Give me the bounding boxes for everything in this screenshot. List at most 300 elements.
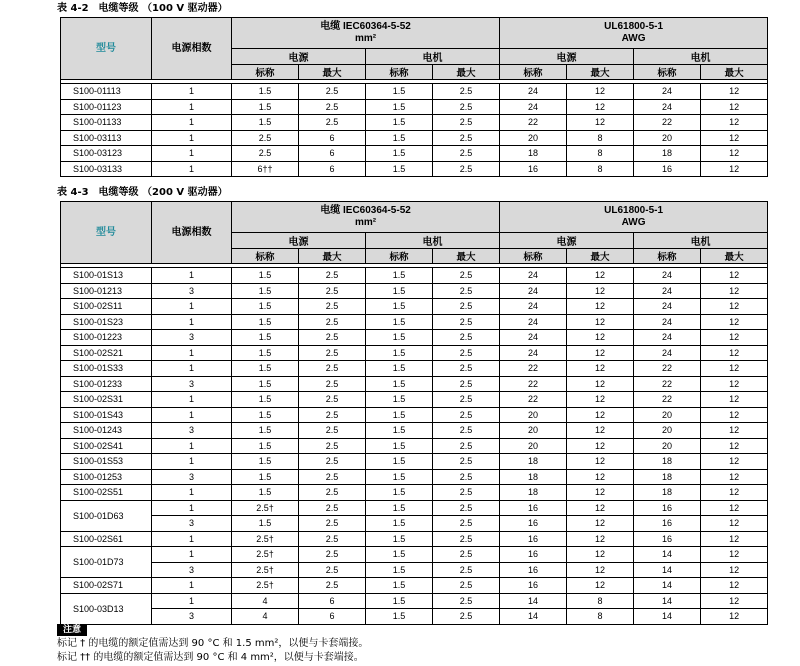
cell-ul-power-max: 12 (567, 500, 634, 516)
cell-iec-power-nominal: 2.5† (232, 578, 299, 594)
cell-ul-motor-max: 12 (701, 345, 768, 361)
cell-ul-power-max: 12 (567, 84, 634, 100)
cell-iec-motor-max: 2.5 (433, 609, 500, 625)
cell-iec-power-nominal: 1.5 (232, 454, 299, 470)
header-nominal: 标称 (366, 65, 433, 80)
cell-phases: 1 (152, 500, 232, 516)
cell-ul-motor-max: 12 (701, 283, 768, 299)
cell-iec-power-max: 2.5 (299, 99, 366, 115)
cell-iec-motor-max: 2.5 (433, 469, 500, 485)
cell-iec-power-max: 2.5 (299, 345, 366, 361)
table-row (61, 609, 768, 625)
cell-iec-power-max: 2.5 (299, 392, 366, 408)
header-ul-title: UL61800-5-1 (604, 21, 664, 32)
cell-phases: 3 (152, 562, 232, 578)
cell-ul-power-nominal: 16 (500, 547, 567, 563)
cell-iec-power-nominal: 2.5† (232, 500, 299, 516)
cell-iec-power-nominal: 2.5 (232, 130, 299, 146)
cell-iec-power-nominal: 2.5† (232, 562, 299, 578)
cell-ul-motor-max: 12 (701, 407, 768, 423)
table-row (61, 330, 768, 346)
cell-model: S100-01253 (61, 469, 152, 485)
cell-ul-power-nominal: 20 (500, 130, 567, 146)
cell-ul-motor-max: 12 (701, 500, 768, 516)
cell-ul-motor-nominal: 20 (634, 130, 701, 146)
cell-ul-power-nominal: 14 (500, 593, 567, 609)
cell-model: S100-01223 (61, 330, 152, 346)
header-nominal: 标称 (366, 249, 433, 264)
cell-ul-motor-nominal: 24 (634, 283, 701, 299)
header-ul-power: 电源 (500, 233, 634, 249)
cell-model: S100-01D63 (61, 500, 152, 531)
header-ul-power: 电源 (500, 49, 634, 65)
cell-ul-power-nominal: 24 (500, 345, 567, 361)
cell-iec-motor-max: 2.5 (433, 283, 500, 299)
cell-phases: 1 (152, 454, 232, 470)
cell-ul-motor-max: 12 (701, 469, 768, 485)
cell-model: S100-03113 (61, 130, 152, 146)
table-row (61, 361, 768, 377)
cell-iec-power-max: 6 (299, 146, 366, 162)
table-row (61, 283, 768, 299)
cell-iec-motor-nominal: 1.5 (366, 361, 433, 377)
cell-iec-power-nominal: 1.5 (232, 485, 299, 501)
cell-phases: 3 (152, 376, 232, 392)
table-row (61, 578, 768, 594)
header-iec-power: 电源 (232, 233, 366, 249)
cell-ul-power-max: 12 (567, 361, 634, 377)
cell-ul-motor-nominal: 24 (634, 299, 701, 315)
cell-iec-power-max: 2.5 (299, 438, 366, 454)
cell-ul-power-max: 12 (567, 469, 634, 485)
cell-ul-power-nominal: 20 (500, 438, 567, 454)
cell-iec-power-max: 2.5 (299, 485, 366, 501)
header-iec-unit: mm² (354, 33, 377, 44)
cell-phases: 3 (152, 283, 232, 299)
cell-ul-motor-max: 12 (701, 578, 768, 594)
cell-ul-motor-nominal: 14 (634, 562, 701, 578)
cell-ul-power-nominal: 16 (500, 516, 567, 532)
cell-ul-motor-max: 12 (701, 361, 768, 377)
cell-iec-motor-max: 2.5 (433, 454, 500, 470)
cell-iec-motor-max: 2.5 (433, 330, 500, 346)
cell-ul-motor-nominal: 24 (634, 99, 701, 115)
cell-model: S100-02S11 (61, 299, 152, 315)
cell-ul-motor-max: 12 (701, 330, 768, 346)
cell-iec-power-nominal: 1.5 (232, 314, 299, 330)
cell-ul-power-max: 12 (567, 330, 634, 346)
header-iec-title: 电缆 IEC60364-5-52 (320, 205, 411, 216)
cell-ul-motor-nominal: 22 (634, 392, 701, 408)
table-row (61, 423, 768, 439)
cell-iec-motor-max: 2.5 (433, 593, 500, 609)
cell-ul-motor-max: 12 (701, 130, 768, 146)
cell-ul-motor-nominal: 22 (634, 361, 701, 377)
cell-iec-motor-max: 2.5 (433, 407, 500, 423)
cell-iec-motor-nominal: 1.5 (366, 84, 433, 100)
cell-iec-motor-nominal: 1.5 (366, 438, 433, 454)
table-row (61, 531, 768, 547)
cell-iec-power-nominal: 6†† (232, 161, 299, 177)
cell-iec-power-max: 2.5 (299, 299, 366, 315)
cell-iec-power-max: 2.5 (299, 547, 366, 563)
table-row (61, 146, 768, 162)
cell-ul-motor-nominal: 18 (634, 485, 701, 501)
cell-iec-motor-nominal: 1.5 (366, 609, 433, 625)
cell-ul-motor-max: 12 (701, 516, 768, 532)
cell-model: S100-01S33 (61, 361, 152, 377)
cell-iec-motor-max: 2.5 (433, 423, 500, 439)
cell-iec-power-nominal: 1.5 (232, 84, 299, 100)
cell-iec-power-nominal: 1.5 (232, 115, 299, 131)
cell-ul-motor-max: 12 (701, 115, 768, 131)
cell-iec-motor-nominal: 1.5 (366, 578, 433, 594)
cell-ul-motor-nominal: 18 (634, 454, 701, 470)
cell-iec-motor-max: 2.5 (433, 345, 500, 361)
header-ul-motor: 电机 (634, 49, 768, 65)
cell-iec-motor-nominal: 1.5 (366, 130, 433, 146)
cell-iec-motor-max: 2.5 (433, 438, 500, 454)
table-row (61, 562, 768, 578)
cell-iec-motor-nominal: 1.5 (366, 454, 433, 470)
cell-ul-motor-max: 12 (701, 314, 768, 330)
cell-ul-power-nominal: 18 (500, 469, 567, 485)
header-ul-motor: 电机 (634, 233, 768, 249)
cell-model: S100-01113 (61, 84, 152, 100)
cell-ul-motor-nominal: 14 (634, 593, 701, 609)
header-max: 最大 (701, 249, 768, 264)
cell-ul-power-nominal: 24 (500, 84, 567, 100)
cell-iec-motor-nominal: 1.5 (366, 593, 433, 609)
cell-model: S100-03133 (61, 161, 152, 177)
cell-iec-power-nominal: 4 (232, 609, 299, 625)
cell-iec-motor-nominal: 1.5 (366, 531, 433, 547)
cell-iec-motor-max: 2.5 (433, 84, 500, 100)
cell-iec-power-max: 2.5 (299, 330, 366, 346)
cell-ul-power-nominal: 20 (500, 423, 567, 439)
cell-phases: 1 (152, 84, 232, 100)
cell-model: S100-01213 (61, 283, 152, 299)
cell-ul-motor-max: 12 (701, 84, 768, 100)
cell-iec-motor-nominal: 1.5 (366, 99, 433, 115)
cell-phases: 1 (152, 345, 232, 361)
cell-iec-motor-nominal: 1.5 (366, 146, 433, 162)
table-row (61, 314, 768, 330)
cell-iec-power-max: 2.5 (299, 407, 366, 423)
cell-iec-motor-nominal: 1.5 (366, 115, 433, 131)
cell-ul-power-nominal: 24 (500, 299, 567, 315)
cell-phases: 3 (152, 423, 232, 439)
cell-iec-motor-max: 2.5 (433, 376, 500, 392)
table-row (61, 115, 768, 131)
cell-ul-power-max: 12 (567, 423, 634, 439)
cell-ul-motor-nominal: 16 (634, 161, 701, 177)
cell-ul-power-max: 8 (567, 161, 634, 177)
cell-iec-motor-nominal: 1.5 (366, 330, 433, 346)
cell-model: S100-02S31 (61, 392, 152, 408)
cell-iec-motor-max: 2.5 (433, 268, 500, 284)
table-row (61, 299, 768, 315)
cell-iec-power-nominal: 1.5 (232, 392, 299, 408)
cell-iec-motor-nominal: 1.5 (366, 423, 433, 439)
cell-ul-power-max: 8 (567, 130, 634, 146)
cell-iec-power-max: 2.5 (299, 500, 366, 516)
cell-model: S100-01S43 (61, 407, 152, 423)
cell-iec-motor-nominal: 1.5 (366, 485, 433, 501)
cell-ul-motor-max: 12 (701, 454, 768, 470)
cell-ul-motor-nominal: 24 (634, 330, 701, 346)
cell-iec-power-max: 2.5 (299, 314, 366, 330)
table-row (61, 392, 768, 408)
cell-iec-motor-max: 2.5 (433, 392, 500, 408)
header-model: 型号 (61, 18, 152, 80)
header-phases: 电源相数 (152, 18, 232, 80)
table-row (61, 438, 768, 454)
cell-ul-power-nominal: 18 (500, 485, 567, 501)
cell-iec-motor-max: 2.5 (433, 562, 500, 578)
cell-ul-motor-max: 12 (701, 609, 768, 625)
cell-ul-motor-nominal: 24 (634, 345, 701, 361)
cell-ul-motor-nominal: 22 (634, 376, 701, 392)
table-row (61, 593, 768, 609)
cell-phases: 3 (152, 330, 232, 346)
cell-phases: 1 (152, 130, 232, 146)
cell-iec-power-max: 2.5 (299, 376, 366, 392)
header-nominal: 标称 (232, 65, 299, 80)
cell-model: S100-02S21 (61, 345, 152, 361)
cell-ul-motor-nominal: 24 (634, 314, 701, 330)
cell-ul-motor-nominal: 20 (634, 407, 701, 423)
cell-ul-power-nominal: 24 (500, 99, 567, 115)
cell-iec-power-nominal: 1.5 (232, 423, 299, 439)
header-ul (500, 18, 768, 49)
cell-phases: 1 (152, 146, 232, 162)
cell-ul-motor-max: 12 (701, 438, 768, 454)
cell-ul-motor-nominal: 22 (634, 115, 701, 131)
cell-ul-motor-max: 12 (701, 299, 768, 315)
cell-iec-power-max: 6 (299, 130, 366, 146)
cell-model: S100-02S71 (61, 578, 152, 594)
cell-model: S100-01243 (61, 423, 152, 439)
cell-iec-motor-max: 2.5 (433, 531, 500, 547)
cell-ul-power-max: 12 (567, 392, 634, 408)
table-row (61, 547, 768, 563)
cell-ul-power-max: 8 (567, 609, 634, 625)
cell-ul-motor-max: 12 (701, 531, 768, 547)
cell-iec-power-max: 2.5 (299, 84, 366, 100)
cell-iec-motor-nominal: 1.5 (366, 376, 433, 392)
cell-ul-power-nominal: 20 (500, 407, 567, 423)
cell-ul-power-max: 12 (567, 299, 634, 315)
cell-iec-motor-nominal: 1.5 (366, 547, 433, 563)
cell-ul-power-max: 12 (567, 485, 634, 501)
cell-iec-power-max: 2.5 (299, 562, 366, 578)
cell-iec-motor-max: 2.5 (433, 500, 500, 516)
cell-iec-power-max: 2.5 (299, 578, 366, 594)
header-iec-power: 电源 (232, 49, 366, 65)
cell-iec-motor-nominal: 1.5 (366, 314, 433, 330)
cell-ul-power-nominal: 16 (500, 578, 567, 594)
note-label: 注意 (57, 624, 87, 636)
cell-phases: 1 (152, 547, 232, 563)
cell-phases: 1 (152, 314, 232, 330)
cell-ul-power-nominal: 24 (500, 314, 567, 330)
cell-ul-power-nominal: 18 (500, 146, 567, 162)
cell-ul-motor-nominal: 24 (634, 84, 701, 100)
cell-ul-power-max: 12 (567, 516, 634, 532)
cell-ul-motor-max: 12 (701, 593, 768, 609)
cell-ul-power-nominal: 16 (500, 500, 567, 516)
cell-phases: 3 (152, 516, 232, 532)
header-nominal: 标称 (232, 249, 299, 264)
cell-ul-motor-max: 12 (701, 161, 768, 177)
cell-iec-power-nominal: 2.5 (232, 146, 299, 162)
cell-phases: 1 (152, 485, 232, 501)
cell-iec-power-nominal: 2.5† (232, 547, 299, 563)
cell-iec-motor-nominal: 1.5 (366, 392, 433, 408)
cell-ul-power-nominal: 18 (500, 454, 567, 470)
cell-phases: 1 (152, 115, 232, 131)
cell-ul-motor-max: 12 (701, 392, 768, 408)
header-max: 最大 (299, 249, 366, 264)
cell-ul-motor-max: 12 (701, 423, 768, 439)
header-ul-title: UL61800-5-1 (604, 205, 664, 216)
cell-iec-power-nominal: 1.5 (232, 345, 299, 361)
cell-iec-motor-max: 2.5 (433, 115, 500, 131)
header-nominal: 标称 (500, 249, 567, 264)
cell-iec-motor-max: 2.5 (433, 99, 500, 115)
cell-iec-motor-nominal: 1.5 (366, 516, 433, 532)
cell-ul-power-nominal: 22 (500, 361, 567, 377)
cell-ul-power-max: 12 (567, 283, 634, 299)
cell-model: S100-03D13 (61, 593, 152, 624)
cell-ul-power-nominal: 22 (500, 392, 567, 408)
header-ul (500, 202, 768, 233)
cell-phases: 1 (152, 392, 232, 408)
header-iec-unit: mm² (354, 217, 377, 228)
cell-phases: 1 (152, 578, 232, 594)
cell-iec-power-nominal: 1.5 (232, 469, 299, 485)
table-row (61, 268, 768, 284)
cell-ul-power-nominal: 22 (500, 376, 567, 392)
cell-model: S100-02S41 (61, 438, 152, 454)
table-4-2-caption: 表 4-2 电缆等级 （100 V 驱动器） (57, 3, 228, 14)
header-phases: 电源相数 (152, 202, 232, 264)
cell-ul-power-max: 12 (567, 376, 634, 392)
cell-ul-motor-nominal: 14 (634, 547, 701, 563)
cell-phases: 1 (152, 268, 232, 284)
cell-ul-power-max: 12 (567, 454, 634, 470)
cell-model: S100-01S13 (61, 268, 152, 284)
header-iec-motor: 电机 (366, 49, 500, 65)
cell-iec-power-max: 2.5 (299, 454, 366, 470)
header-iec-title: 电缆 IEC60364-5-52 (320, 21, 411, 32)
cell-iec-motor-nominal: 1.5 (366, 469, 433, 485)
cell-iec-power-nominal: 1.5 (232, 99, 299, 115)
cell-iec-power-nominal: 4 (232, 593, 299, 609)
cell-iec-power-nominal: 1.5 (232, 283, 299, 299)
note-dagger-line: 标记 † 的电缆的额定值需达到 90 °C 和 1.5 mm²，以便与卡套端接。 (57, 638, 369, 649)
cell-ul-motor-nominal: 14 (634, 578, 701, 594)
table-row (61, 99, 768, 115)
cell-iec-motor-max: 2.5 (433, 146, 500, 162)
cell-iec-power-nominal: 1.5 (232, 516, 299, 532)
header-nominal: 标称 (634, 249, 701, 264)
cell-ul-power-max: 12 (567, 547, 634, 563)
table-row (61, 516, 768, 532)
cell-ul-power-max: 12 (567, 562, 634, 578)
table-row (61, 345, 768, 361)
cell-iec-motor-nominal: 1.5 (366, 299, 433, 315)
cell-phases: 3 (152, 609, 232, 625)
cell-phases: 1 (152, 99, 232, 115)
cell-iec-motor-max: 2.5 (433, 516, 500, 532)
cell-iec-motor-nominal: 1.5 (366, 500, 433, 516)
cell-model: S100-01123 (61, 99, 152, 115)
header-max: 最大 (433, 249, 500, 264)
cell-iec-motor-max: 2.5 (433, 161, 500, 177)
cell-iec-motor-max: 2.5 (433, 361, 500, 377)
cell-phases: 1 (152, 361, 232, 377)
cell-iec-power-nominal: 1.5 (232, 361, 299, 377)
cell-iec-motor-nominal: 1.5 (366, 345, 433, 361)
table-row (61, 500, 768, 516)
cell-iec-power-max: 6 (299, 593, 366, 609)
cell-model: S100-02S51 (61, 485, 152, 501)
cell-ul-motor-nominal: 20 (634, 438, 701, 454)
cell-iec-power-max: 6 (299, 609, 366, 625)
cell-iec-power-max: 2.5 (299, 531, 366, 547)
table-row (61, 485, 768, 501)
header-nominal: 标称 (500, 65, 567, 80)
cell-iec-motor-nominal: 1.5 (366, 407, 433, 423)
cell-model: S100-01133 (61, 115, 152, 131)
cell-ul-power-max: 12 (567, 438, 634, 454)
cell-ul-power-max: 12 (567, 345, 634, 361)
header-model: 型号 (61, 202, 152, 264)
cell-ul-power-max: 8 (567, 593, 634, 609)
cell-phases: 3 (152, 469, 232, 485)
cell-ul-motor-max: 12 (701, 146, 768, 162)
cell-iec-motor-nominal: 1.5 (366, 161, 433, 177)
cell-iec-motor-max: 2.5 (433, 547, 500, 563)
cell-ul-power-nominal: 24 (500, 330, 567, 346)
table-row (61, 407, 768, 423)
cell-iec-power-max: 2.5 (299, 115, 366, 131)
cell-ul-power-max: 12 (567, 115, 634, 131)
cell-iec-power-nominal: 1.5 (232, 299, 299, 315)
cell-iec-power-nominal: 1.5 (232, 376, 299, 392)
cell-iec-motor-max: 2.5 (433, 130, 500, 146)
cell-ul-motor-nominal: 16 (634, 500, 701, 516)
cell-ul-power-max: 12 (567, 578, 634, 594)
cell-iec-power-nominal: 1.5 (232, 330, 299, 346)
cell-iec-motor-max: 2.5 (433, 578, 500, 594)
table-row (61, 454, 768, 470)
cell-iec-power-max: 2.5 (299, 361, 366, 377)
cell-model: S100-01233 (61, 376, 152, 392)
cell-ul-power-max: 12 (567, 531, 634, 547)
cell-iec-power-nominal: 1.5 (232, 407, 299, 423)
cell-ul-power-nominal: 22 (500, 115, 567, 131)
header-iec-motor: 电机 (366, 233, 500, 249)
cell-ul-motor-nominal: 24 (634, 268, 701, 284)
cell-ul-power-max: 8 (567, 146, 634, 162)
header-max: 最大 (299, 65, 366, 80)
note-double-dagger-line: 标记 †† 的电缆的额定值需达到 90 °C 和 4 mm²，以便与卡套端接。 (57, 652, 364, 663)
cell-iec-power-nominal: 2.5† (232, 531, 299, 547)
table-row (61, 161, 768, 177)
